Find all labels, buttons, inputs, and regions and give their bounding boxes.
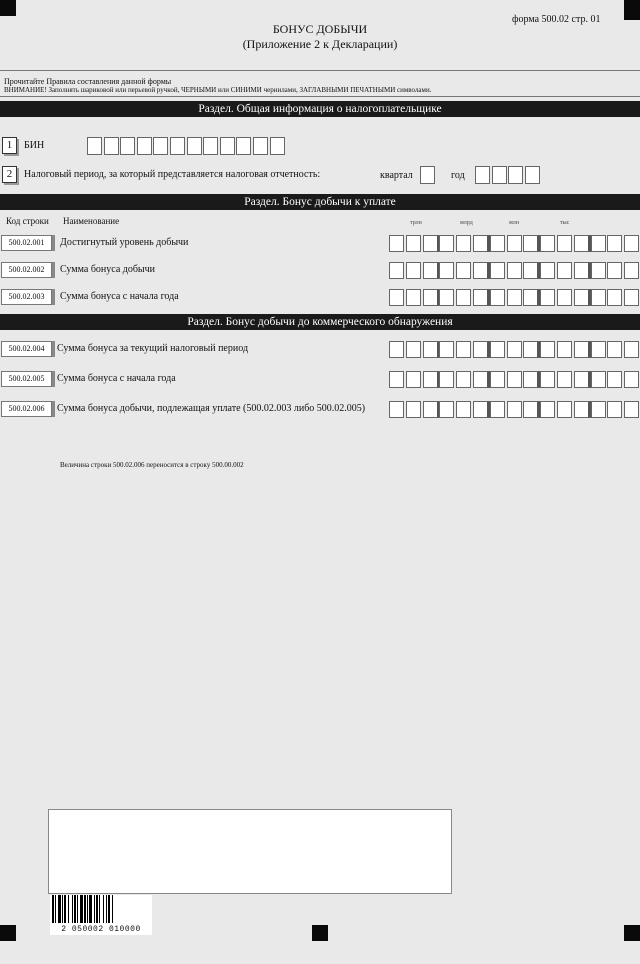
bin-digit-cell[interactable] — [120, 137, 135, 155]
amount-digit-cell[interactable] — [490, 341, 505, 358]
year-digit-cell[interactable] — [508, 166, 523, 184]
barcode-bar — [68, 895, 69, 923]
amount-digit-cell[interactable] — [439, 371, 454, 388]
amount-digit-cell[interactable] — [490, 401, 505, 418]
section-general-header: Раздел. Общая информация о налогоплательщике — [0, 101, 640, 117]
amount-digit-cell[interactable] — [557, 371, 572, 388]
unit-label: тыс — [560, 220, 570, 226]
amount-digit-cell[interactable] — [523, 262, 540, 279]
unit-label: трлн — [410, 220, 422, 226]
bin-digit-cell[interactable] — [153, 137, 168, 155]
amount-digit-cell[interactable] — [439, 401, 454, 418]
amount-digit-cell[interactable] — [456, 341, 471, 358]
bin-digit-cell[interactable] — [236, 137, 251, 155]
form-number: форма 500.02 стр. 01 — [512, 14, 601, 25]
bin-digit-cell[interactable] — [104, 137, 119, 155]
amount-digit-cell[interactable] — [439, 289, 454, 306]
row-name: Достигнутый уровень добычи — [60, 237, 189, 248]
barcode-number: 2 050002 010000 — [61, 925, 141, 934]
registration-mark — [0, 925, 16, 941]
amount-digit-cell[interactable] — [574, 401, 591, 418]
amount-digit-cell[interactable] — [490, 235, 505, 252]
row-code: 500.02.006 — [1, 401, 52, 417]
form-subtitle: (Приложение 2 к Декларации) — [242, 37, 398, 51]
row-name: Сумма бонуса добычи — [60, 264, 156, 275]
unit-label: млрд — [460, 220, 473, 226]
divider — [0, 96, 640, 97]
bin-digit-cell[interactable] — [87, 137, 102, 155]
amount-digit-cell[interactable] — [423, 371, 440, 388]
transfer-note: Величина строки 500.02.006 переносится в строку 500.00.002 — [60, 461, 244, 469]
amount-digit-cell[interactable] — [624, 341, 639, 358]
column-code-header: Код строки — [6, 216, 49, 226]
barcode-bar — [62, 895, 63, 923]
row-code: 500.02.001 — [1, 235, 52, 251]
amount-digit-cell[interactable] — [507, 401, 522, 418]
amount-digit-cell[interactable] — [540, 401, 555, 418]
year-digit-cell[interactable] — [475, 166, 490, 184]
registration-mark — [312, 925, 328, 941]
amount-digit-cell[interactable] — [607, 262, 622, 279]
amount-digit-cell[interactable] — [607, 371, 622, 388]
amount-digit-cell[interactable] — [624, 371, 639, 388]
amount-digit-cell[interactable] — [523, 289, 540, 306]
amount-digit-cell[interactable] — [389, 371, 404, 388]
section-payment-header: Раздел. Бонус добычи к уплате — [0, 194, 640, 210]
amount-digit-cell[interactable] — [624, 235, 639, 252]
amount-digit-cell[interactable] — [473, 289, 490, 306]
amount-digit-cell[interactable] — [507, 371, 522, 388]
amount-digit-cell[interactable] — [607, 235, 622, 252]
form-title: БОНУС ДОБЫЧИ — [272, 22, 368, 36]
amount-digit-cell[interactable] — [624, 262, 639, 279]
bin-digit-cell[interactable] — [170, 137, 185, 155]
amount-digit-cell[interactable] — [574, 235, 591, 252]
barcode-bar — [96, 895, 98, 923]
bin-digit-cell[interactable] — [220, 137, 235, 155]
registration-mark — [624, 925, 640, 941]
amount-digit-cell[interactable] — [557, 289, 572, 306]
amount-digit-cell[interactable] — [389, 262, 404, 279]
row-name: Сумма бонуса за текущий налоговый период — [57, 343, 249, 354]
amount-digit-cell[interactable] — [406, 262, 421, 279]
amount-digit-cell[interactable] — [540, 262, 555, 279]
barcode-bar — [84, 895, 86, 923]
row-code: 500.02.002 — [1, 262, 52, 278]
amount-digit-cell[interactable] — [406, 341, 421, 358]
barcode-bar — [58, 895, 61, 923]
amount-digit-cell[interactable] — [523, 235, 540, 252]
column-name-header: Наименование — [63, 216, 120, 226]
amount-digit-cell[interactable] — [574, 262, 591, 279]
barcode-bar — [55, 895, 56, 923]
amount-digit-cell[interactable] — [591, 235, 606, 252]
registration-mark — [624, 0, 640, 20]
barcode — [50, 895, 152, 935]
amount-digit-cell[interactable] — [423, 341, 440, 358]
amount-digit-cell[interactable] — [557, 262, 572, 279]
divider — [0, 70, 640, 71]
amount-digit-cell[interactable] — [406, 235, 421, 252]
barcode-bar — [74, 895, 76, 923]
amount-digit-cell[interactable] — [574, 289, 591, 306]
amount-digit-cell[interactable] — [456, 289, 471, 306]
year-digit-cell[interactable] — [492, 166, 507, 184]
bin-digit-cell[interactable] — [270, 137, 285, 155]
amount-digit-cell[interactable] — [607, 289, 622, 306]
amount-digit-cell[interactable] — [507, 341, 522, 358]
row-name: Сумма бонуса добычи, подлежащая уплате (500.02.003 либо 500.02.005) — [57, 403, 366, 414]
amount-digit-cell[interactable] — [439, 235, 454, 252]
barcode-bar — [52, 895, 54, 923]
quarter-label: квартал — [380, 170, 413, 181]
row-name: Сумма бонуса с начала года — [57, 373, 176, 384]
amount-digit-cell[interactable] — [607, 401, 622, 418]
amount-digit-cell[interactable] — [507, 289, 522, 306]
barcode-bars — [50, 895, 152, 925]
amount-digit-cell[interactable] — [557, 341, 572, 358]
bin-digit-cell[interactable] — [253, 137, 268, 155]
unit-label: млн — [509, 220, 520, 226]
signature-stamp-area — [48, 809, 452, 894]
amount-digit-cell[interactable] — [423, 235, 440, 252]
year-digit-cell[interactable] — [525, 166, 540, 184]
amount-digit-cell[interactable] — [389, 235, 404, 252]
amount-digit-cell[interactable] — [456, 371, 471, 388]
amount-digit-cell[interactable] — [406, 371, 421, 388]
amount-digit-cell[interactable] — [624, 401, 639, 418]
amount-digit-cell[interactable] — [507, 262, 522, 279]
field-number-badge: 2 — [2, 166, 17, 183]
barcode-bar — [89, 895, 92, 923]
barcode-bar — [106, 895, 107, 923]
tax-period-label: Налоговый период, за который представляется налоговая отчетность: — [24, 169, 321, 180]
bin-digit-cell[interactable] — [137, 137, 152, 155]
bin-digit-cell[interactable] — [203, 137, 218, 155]
barcode-bar — [80, 895, 83, 923]
amount-digit-cell[interactable] — [540, 289, 555, 306]
amount-digit-cell[interactable] — [523, 401, 540, 418]
amount-digit-cell[interactable] — [389, 289, 404, 306]
field-number-badge: 1 — [2, 137, 17, 154]
amount-digit-cell[interactable] — [406, 401, 421, 418]
amount-digit-cell[interactable] — [473, 235, 490, 252]
amount-digit-cell[interactable] — [591, 262, 606, 279]
row-code: 500.02.003 — [1, 289, 52, 305]
barcode-bar — [112, 895, 113, 923]
amount-digit-cell[interactable] — [591, 401, 606, 418]
amount-digit-cell[interactable] — [557, 235, 572, 252]
amount-digit-cell[interactable] — [456, 401, 471, 418]
barcode-bar — [64, 895, 66, 923]
amount-digit-cell[interactable] — [423, 289, 440, 306]
section-discovery-header: Раздел. Бонус добычи до коммерческого обнаружения — [0, 314, 640, 330]
row-code: 500.02.005 — [1, 371, 52, 387]
amount-digit-cell[interactable] — [591, 289, 606, 306]
barcode-bar — [99, 895, 100, 923]
amount-digit-cell[interactable] — [540, 341, 555, 358]
barcode-bar — [108, 895, 110, 923]
amount-digit-cell[interactable] — [490, 289, 505, 306]
barcode-bar — [77, 895, 78, 923]
row-name: Сумма бонуса с начала года — [60, 291, 179, 302]
amount-digit-cell[interactable] — [456, 262, 471, 279]
amount-digit-cell[interactable] — [574, 371, 591, 388]
amount-digit-cell[interactable] — [591, 371, 606, 388]
quarter-input[interactable] — [420, 166, 435, 184]
amount-digit-cell[interactable] — [473, 401, 490, 418]
amount-digit-cell[interactable] — [473, 371, 490, 388]
amount-digit-cell[interactable] — [523, 341, 540, 358]
amount-digit-cell[interactable] — [624, 289, 639, 306]
bin-label: БИН — [24, 140, 45, 151]
bin-digit-cell[interactable] — [187, 137, 202, 155]
amount-digit-cell[interactable] — [540, 235, 555, 252]
amount-digit-cell[interactable] — [523, 371, 540, 388]
amount-digit-cell[interactable] — [574, 341, 591, 358]
amount-digit-cell[interactable] — [591, 341, 606, 358]
amount-digit-cell[interactable] — [473, 341, 490, 358]
amount-digit-cell[interactable] — [389, 341, 404, 358]
barcode-bar — [94, 895, 95, 923]
year-label: год — [451, 170, 465, 181]
amount-digit-cell[interactable] — [557, 401, 572, 418]
barcode-bar — [87, 895, 88, 923]
amount-digit-cell[interactable] — [507, 235, 522, 252]
rules-note: Прочитайте Правила составления данной формы — [4, 77, 172, 86]
warning-note: ВНИМАНИЕ! Заполнять шариковой или перьевой ручкой, ЧЕРНЫМИ или СИНИМИ чернилами, ЗАГЛАВНЫМИ ПЕЧАТНЫМИ символами. — [4, 86, 432, 94]
amount-digit-cell[interactable] — [490, 371, 505, 388]
amount-digit-cell[interactable] — [406, 289, 421, 306]
amount-digit-cell[interactable] — [423, 401, 440, 418]
amount-digit-cell[interactable] — [473, 262, 490, 279]
amount-digit-cell[interactable] — [607, 341, 622, 358]
amount-digit-cell[interactable] — [389, 401, 404, 418]
amount-digit-cell[interactable] — [439, 341, 454, 358]
amount-digit-cell[interactable] — [456, 235, 471, 252]
barcode-bar — [103, 895, 104, 923]
amount-digit-cell[interactable] — [439, 262, 454, 279]
barcode-bar — [72, 895, 73, 923]
amount-digit-cell[interactable] — [423, 262, 440, 279]
registration-mark — [0, 0, 16, 16]
amount-digit-cell[interactable] — [490, 262, 505, 279]
amount-digit-cell[interactable] — [540, 371, 555, 388]
row-code: 500.02.004 — [1, 341, 52, 357]
